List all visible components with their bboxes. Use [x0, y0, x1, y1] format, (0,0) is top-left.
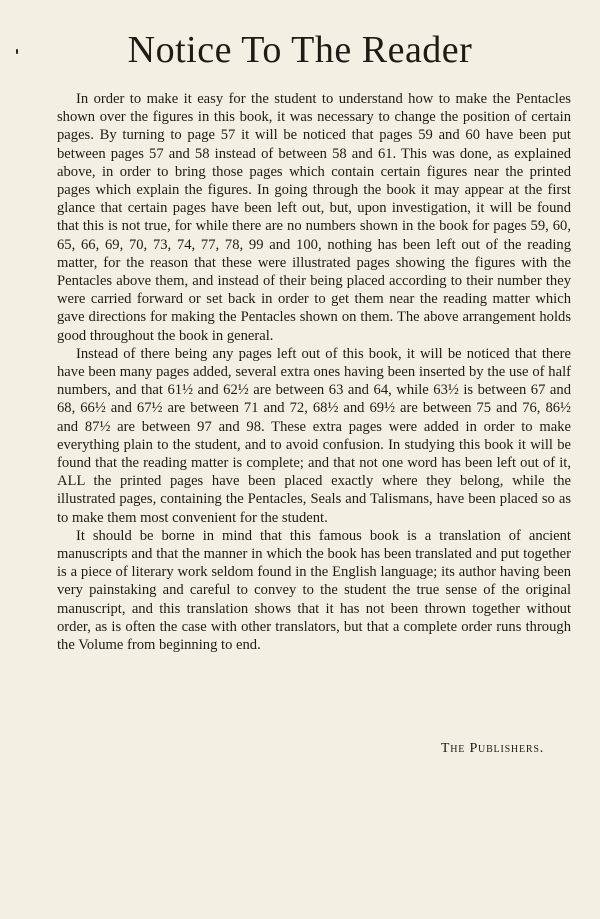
body-text — [57, 90, 571, 654]
paragraph-1: In order to make it easy for the student to understand how to make the Pentacles shown over the figures in this book, it was necessary to change the position of certain pages. By turning to page 57 it will be noticed that pages 59 and 60 have been put between pages 57 and 58 instead of between 58 and 61. This was done, as explained above, in order to bring those pages which contain certain figures near the printed pages which explain the figures. In going through the book it may appear at the first glance that certain pages have been left out, but, upon investigation, it will be found that this is not true, for while there are no numbers shown in the book for pages 59, 60, 65, 66, 69, 70, 73, 74, 77, 78, 99 and 100, nothing has been left out of the reading matter, for the reason that these were illustrated pages showing the figures with the Pentacles above them, and instead of their being placed according to their number they were carried forward or set back in order to get them near the reading matter which gave directions for making the Pentacles shown on them. The above arrangement holds good throughout the book in general. — [57, 91, 571, 344]
publisher-signature: The Publishers. — [440, 741, 544, 756]
paragraph-2: Instead of there being any pages left out of this book, it will be noticed that there have been many pages added, several extra ones having been inserted by the use of half numbers, and that 61½ and 62½ are between 63 and 64, while 63½ is between 67 and 68, 66½ and 67½ are between 71 and 72, 68½ and 69½ are between 75 and 76, 86½ and 87½ are between 97 and 98. These extra pages were added in order to make everything plain to the student, and to avoid confusion. In studying this book it will be found that the reading matter is complete; and that not one word has been left out of it, ALL the printed pages have been placed exactly where they belong, while the illustrated pages, containing the Pentacles, Seals and Talismans, have been placed so as to make them most convenient for the student. — [57, 345, 571, 526]
paragraph-3: It should be borne in mind that this famous book is a translation of ancient manuscripts and that the manner in which the book has been translated and put together is a piece of literary work seldom found in the English language; its author having been very painstaking and careful to convey to the student the true sense of the original manuscript, and this translation shows that it has not been thrown together without order, as is often the case with other translators, but that a complete order runs through the Volume from beginning to end. — [57, 527, 571, 654]
page-title: Notice To The Reader — [127, 29, 473, 71]
